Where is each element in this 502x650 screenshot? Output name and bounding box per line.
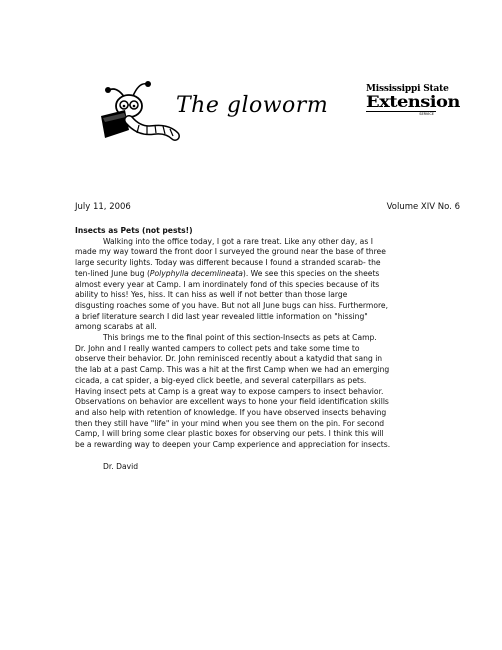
issue-volume: Volume XIV No. 6 [386, 202, 460, 212]
text-line: This brings me to the final point of this section-Insects as pets at Camp. [103, 333, 377, 343]
text-segment: ). We see this species on the sheets [242, 268, 380, 278]
extension-logo-sub-text: SERVICE [419, 112, 434, 116]
issue-date: July 11, 2006 [75, 202, 131, 212]
extension-logo-main-text: Extension [366, 92, 460, 111]
issue-info-row [75, 202, 460, 213]
article-body [75, 226, 460, 472]
text-line: then they still have "life" in your mind when you see them on the pin. For second [75, 418, 385, 428]
text-line: Walking into the office today, I got a rare treat. Like any other day, as I [103, 236, 373, 246]
paragraph-2 [75, 333, 460, 451]
text-line: Camp, I will bring some clear plastic boxes for observing our pets. I think this will [75, 429, 384, 439]
text-line: Dr. John and I really wanted campers to collect pets and take some time to [75, 343, 360, 353]
text-line: Having insect pets at Camp is a great way to expose campers to insect behavior. [75, 386, 384, 396]
text-segment: ten-lined June bug ( [75, 268, 150, 278]
text-line: disgusting roaches some of you have. But not all June bugs can hiss. Furthermore, [75, 300, 389, 310]
text-line: almost every year at Camp. I am inordinately fond of this species because of its [75, 279, 380, 289]
text-line: be a rewarding way to deepen your Camp experience and appreciation for insects. [75, 440, 391, 450]
text-line: made my way toward the front door I surveyed the ground near the base of three [75, 247, 386, 257]
text-line: ability to hiss! Yes, hiss. It can hiss as well if not better than those large [75, 290, 348, 300]
signature: Dr. David [103, 461, 139, 471]
text-line: among scarabs at all. [75, 322, 157, 332]
species-name: Polyphylla decemlineata [149, 268, 243, 278]
text-line: and also help with retention of knowledge. If you have observed insects behaving [75, 407, 387, 417]
text-line: Observations on behavior are excellent ways to hone your field identification skills [75, 397, 389, 407]
text-line: large security lights. Today was different because I found a stranded scarab- the [75, 258, 381, 268]
text-line: observe their behavior. Dr. John reminisced recently about a katydid that sang in [75, 354, 383, 364]
extension-logo-top-text: Mississippi State [366, 84, 449, 94]
article-heading: Insects as Pets (not pests!) [75, 226, 193, 235]
newsletter-title: The gloworm [176, 93, 329, 118]
gloworm-mascot-icon [95, 80, 185, 146]
text-line: cicada, a cat spider, a big-eyed click beetle, and several caterpillars as pets. [75, 375, 367, 385]
text-line [75, 269, 460, 280]
text-line: a brief literature search I did last year revealed little information on "hissing" [75, 311, 368, 321]
extension-logo [366, 84, 460, 116]
text-line: the lab at a past Camp. This was a hit at the first Camp when we had an emerging [75, 365, 390, 375]
paragraph-1 [75, 237, 460, 333]
